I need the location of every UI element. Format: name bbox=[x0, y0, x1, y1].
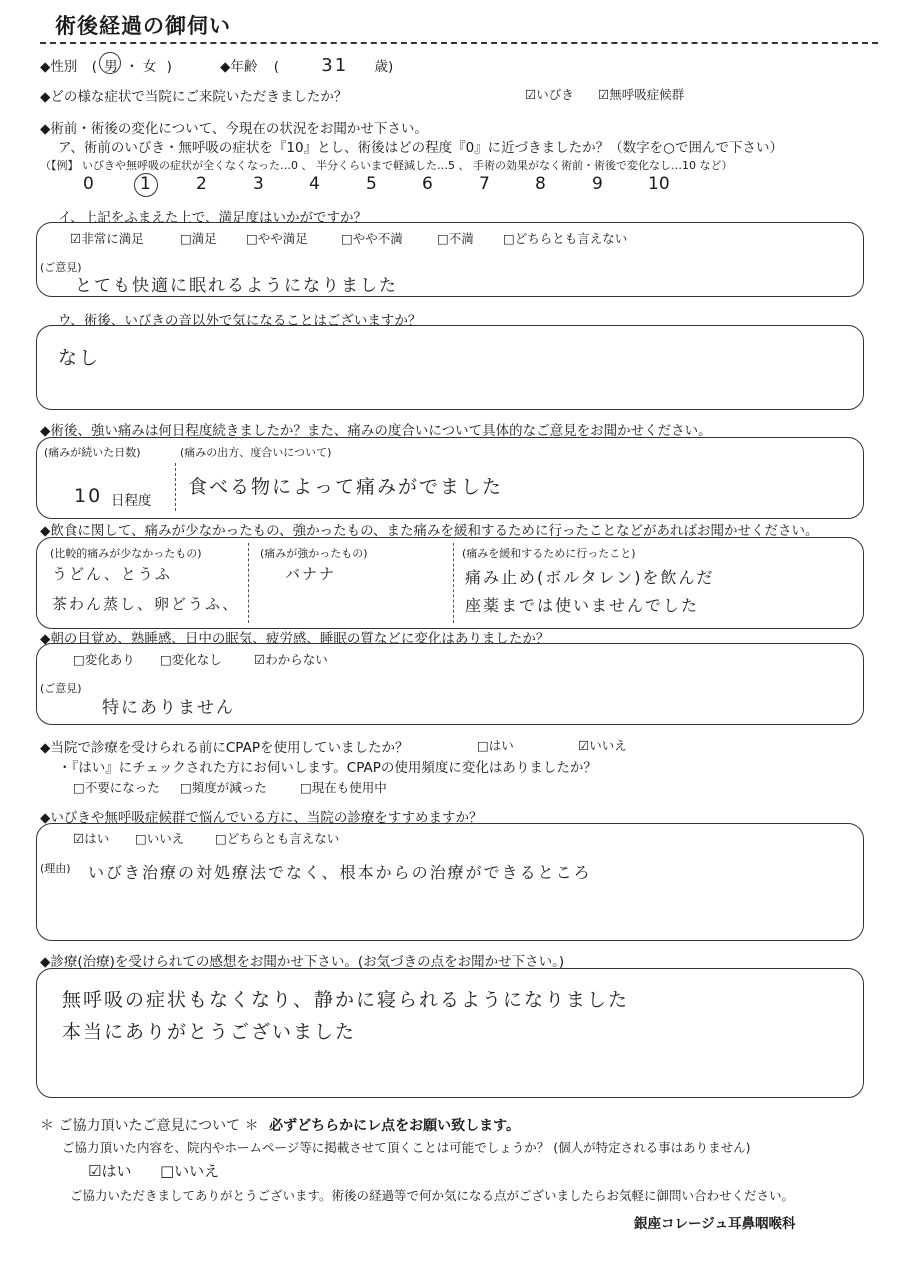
satisfaction-very-satisfied-checkbox[interactable]: ☑非常に満足 bbox=[70, 231, 144, 246]
age-value[interactable]: 31 bbox=[321, 55, 349, 76]
satisfaction-unsatisfied-checkbox[interactable]: □不満 bbox=[437, 231, 474, 246]
food-relief-label: (痛みを緩和するために行ったこと) bbox=[462, 547, 636, 560]
footer-thanks: ご協力いただきましてありがとうございます。術後の経過等で何か気になる点がございましたらお気軽に御問い合わせください。 bbox=[70, 1188, 795, 1203]
pain-question: ◆術後、強い痛みは何日程度続きましたか？また、痛みの度合いについて具体的なご意見をお聞かせください。 bbox=[40, 423, 712, 439]
satisfaction-neutral-checkbox[interactable]: □どちらとも言えない bbox=[503, 231, 628, 246]
recommend-question: ◆いびきや無呼吸症候群で悩んでいる方に、当院の診療をすすめますか？ bbox=[40, 810, 483, 826]
cpap-still-using-checkbox[interactable]: □現在も使用中 bbox=[300, 780, 387, 795]
recommend-yes-checkbox[interactable]: ☑はい bbox=[73, 831, 110, 846]
pain-divider bbox=[175, 463, 176, 511]
food-strong-label: (痛みが強かったもの) bbox=[260, 547, 368, 560]
food-divider-1 bbox=[248, 543, 249, 623]
cpap-question: ◆当院で診療を受けられる前にCPAPを使用していましたか？ bbox=[40, 740, 409, 756]
morning-opinion-label: (ご意見) bbox=[40, 682, 82, 695]
symptom-snoring-checkbox[interactable]: ☑いびき bbox=[525, 87, 574, 102]
footer-consent-heading-a: ＊ ご協力頂いたご意見について ＊ bbox=[40, 1118, 259, 1134]
clinic-name: 銀座コレージュ耳鼻咽喉科 bbox=[634, 1216, 796, 1232]
satisfaction-opinion[interactable]: とても快適に眠れるようになりました bbox=[75, 276, 398, 296]
satisfaction-question: イ、上記をふまえた上で、満足度はいかがですか？ bbox=[58, 210, 368, 226]
scale-1[interactable]: 1 bbox=[140, 174, 151, 194]
change-question: ◆術前・術後の変化について、今現在の状況をお聞かせ下さい。 bbox=[40, 121, 428, 137]
change-subquestion-a: ア、術前のいびき・無呼吸の症状を『10』とし、術後はどの程度『0』に近づきましたか？（数字を○で囲んで下さい） bbox=[58, 140, 783, 156]
change-example: （【例】 いびきや無呼吸の症状が全くなくなった…0 、 半分くらいまで軽減した…5 、 手術の効果がなく術前・術後で変化なし…10 など） bbox=[40, 159, 733, 172]
footer-permission-yes-checkbox[interactable]: ☑はい bbox=[88, 1162, 132, 1180]
food-divider-2 bbox=[453, 543, 454, 623]
pain-degree-label: (痛みの出方、度合いについて) bbox=[180, 446, 332, 459]
cpap-yes-checkbox[interactable]: □はい bbox=[477, 738, 514, 753]
satisfaction-satisfied-checkbox[interactable]: □満足 bbox=[180, 231, 217, 246]
food-less-line1[interactable]: うどん、とうふ bbox=[52, 565, 172, 583]
pain-days-value[interactable]: 10 bbox=[74, 485, 103, 507]
age-open: ( bbox=[273, 59, 279, 75]
scale-5[interactable]: 5 bbox=[366, 174, 377, 194]
food-relief-line2[interactable]: 座薬までは使いませんでした bbox=[465, 596, 700, 615]
male-circle-mark bbox=[99, 52, 121, 74]
recommend-neutral-checkbox[interactable]: □どちらとも言えない bbox=[215, 831, 340, 846]
scale-10[interactable]: 10 bbox=[648, 174, 670, 194]
morning-changed-checkbox[interactable]: □変化あり bbox=[73, 652, 135, 667]
symptom-apnea-checkbox[interactable]: ☑無呼吸症候群 bbox=[598, 87, 685, 102]
cpap-reduced-checkbox[interactable]: □頻度が減った bbox=[180, 780, 267, 795]
recommend-no-checkbox[interactable]: □いいえ bbox=[135, 831, 185, 846]
age-close: 歳) bbox=[374, 59, 394, 75]
cpap-unneeded-checkbox[interactable]: □不要になった bbox=[73, 780, 160, 795]
food-less-label: (比較的痛みが少なかったもの) bbox=[50, 547, 202, 560]
morning-unchanged-checkbox[interactable]: □変化なし bbox=[160, 652, 222, 667]
food-question: ◆飲食に関して、痛みが少なかったもの、強かったもの、また痛みを緩和するために行ったことなどがあればお聞かせください。 bbox=[40, 523, 819, 539]
footer-permission-no-checkbox[interactable]: □いいえ bbox=[160, 1162, 220, 1180]
gender-male-option[interactable] bbox=[101, 55, 121, 75]
cpap-subquestion: ・『はい』にチェックされた方にお伺いします。CPAPの使用頻度に変化はありましたか？ bbox=[58, 760, 597, 776]
satisfaction-somewhat-satisfied-checkbox[interactable]: □やや満足 bbox=[246, 231, 308, 246]
scale-0[interactable]: 0 bbox=[83, 174, 94, 194]
satisfaction-opinion-label: (ご意見) bbox=[40, 261, 82, 274]
gender-dot: ・ bbox=[125, 59, 139, 75]
recommend-reason[interactable]: いびき治療の対処療法でなく、根本からの治療ができるところ bbox=[88, 863, 592, 882]
scale-2[interactable]: 2 bbox=[196, 174, 207, 194]
other-concerns-answer[interactable]: なし bbox=[58, 347, 101, 369]
other-concerns-question: ウ、術後、いびきの音以外で気になることはございますか？ bbox=[58, 313, 422, 329]
impression-question: ◆診療(治療)を受けられての感想をお聞かせ下さい。(お気づきの点をお聞かせ下さい。) bbox=[40, 954, 565, 970]
age-question bbox=[220, 55, 393, 76]
selected-circle-mark bbox=[134, 173, 158, 197]
scale-4[interactable]: 4 bbox=[309, 174, 320, 194]
footer-consent-heading bbox=[40, 1115, 520, 1135]
other-concerns-box bbox=[36, 325, 864, 410]
page-title: 術後経過の御伺い bbox=[55, 14, 231, 38]
footer-consent-heading-b: 必ずどちらかにレ点をお願い致します。 bbox=[269, 1118, 520, 1134]
morning-opinion[interactable]: 特にありません bbox=[102, 698, 235, 718]
pain-days-suffix: 日程度 bbox=[111, 493, 152, 509]
recommend-reason-label: (理由) bbox=[40, 862, 71, 875]
scale-7[interactable]: 7 bbox=[479, 174, 490, 194]
age-label: ◆年齢 bbox=[220, 59, 258, 75]
gender-paren-close: ) bbox=[166, 59, 172, 75]
change-scale bbox=[0, 174, 900, 200]
gender-paren-open: ( bbox=[91, 59, 97, 75]
scale-9[interactable]: 9 bbox=[592, 174, 603, 194]
impression-line2[interactable]: 本当にありがとうございました bbox=[62, 1021, 357, 1043]
pain-days-label: (痛みが続いた日数) bbox=[44, 446, 141, 459]
gender-female-option[interactable]: 女 bbox=[142, 59, 157, 75]
cpap-no-checkbox[interactable]: ☑いいえ bbox=[578, 738, 627, 753]
title-divider bbox=[40, 42, 878, 44]
food-relief-line1[interactable]: 痛み止め(ボルタレン)を飲んだ bbox=[465, 568, 715, 587]
gender-male-label: 男 bbox=[104, 59, 118, 75]
food-strong-answer[interactable]: バナナ bbox=[285, 565, 337, 583]
pain-degree-answer[interactable]: 食べる物によって痛みがでました bbox=[188, 476, 504, 498]
satisfaction-somewhat-unsatisfied-checkbox[interactable]: □やや不満 bbox=[341, 231, 403, 246]
food-less-line2[interactable]: 茶わん蒸し、卵どうふ、 bbox=[52, 595, 240, 613]
scale-6[interactable]: 6 bbox=[422, 174, 433, 194]
scale-3[interactable]: 3 bbox=[253, 174, 264, 194]
morning-question: ◆朝の目覚め、熟睡感、日中の眠気、疲労感、睡眠の質などに変化はありましたか？ bbox=[40, 631, 550, 647]
impression-line1[interactable]: 無呼吸の症状もなくなり、静かに寝られるようになりました bbox=[62, 989, 630, 1011]
footer-permission-question: ご協力頂いた内容を、院内やホームページ等に掲載させて頂くことは可能でしょうか？ (個人が特定される事はありません) bbox=[62, 1140, 751, 1155]
symptom-question: ◆どの様な症状で当院にご来院いただきましたか？ bbox=[40, 89, 348, 105]
gender-label: ◆性別 bbox=[40, 59, 78, 75]
morning-unknown-checkbox[interactable]: ☑わからない bbox=[254, 652, 328, 667]
scale-8[interactable]: 8 bbox=[535, 174, 546, 194]
gender-question bbox=[40, 55, 172, 75]
